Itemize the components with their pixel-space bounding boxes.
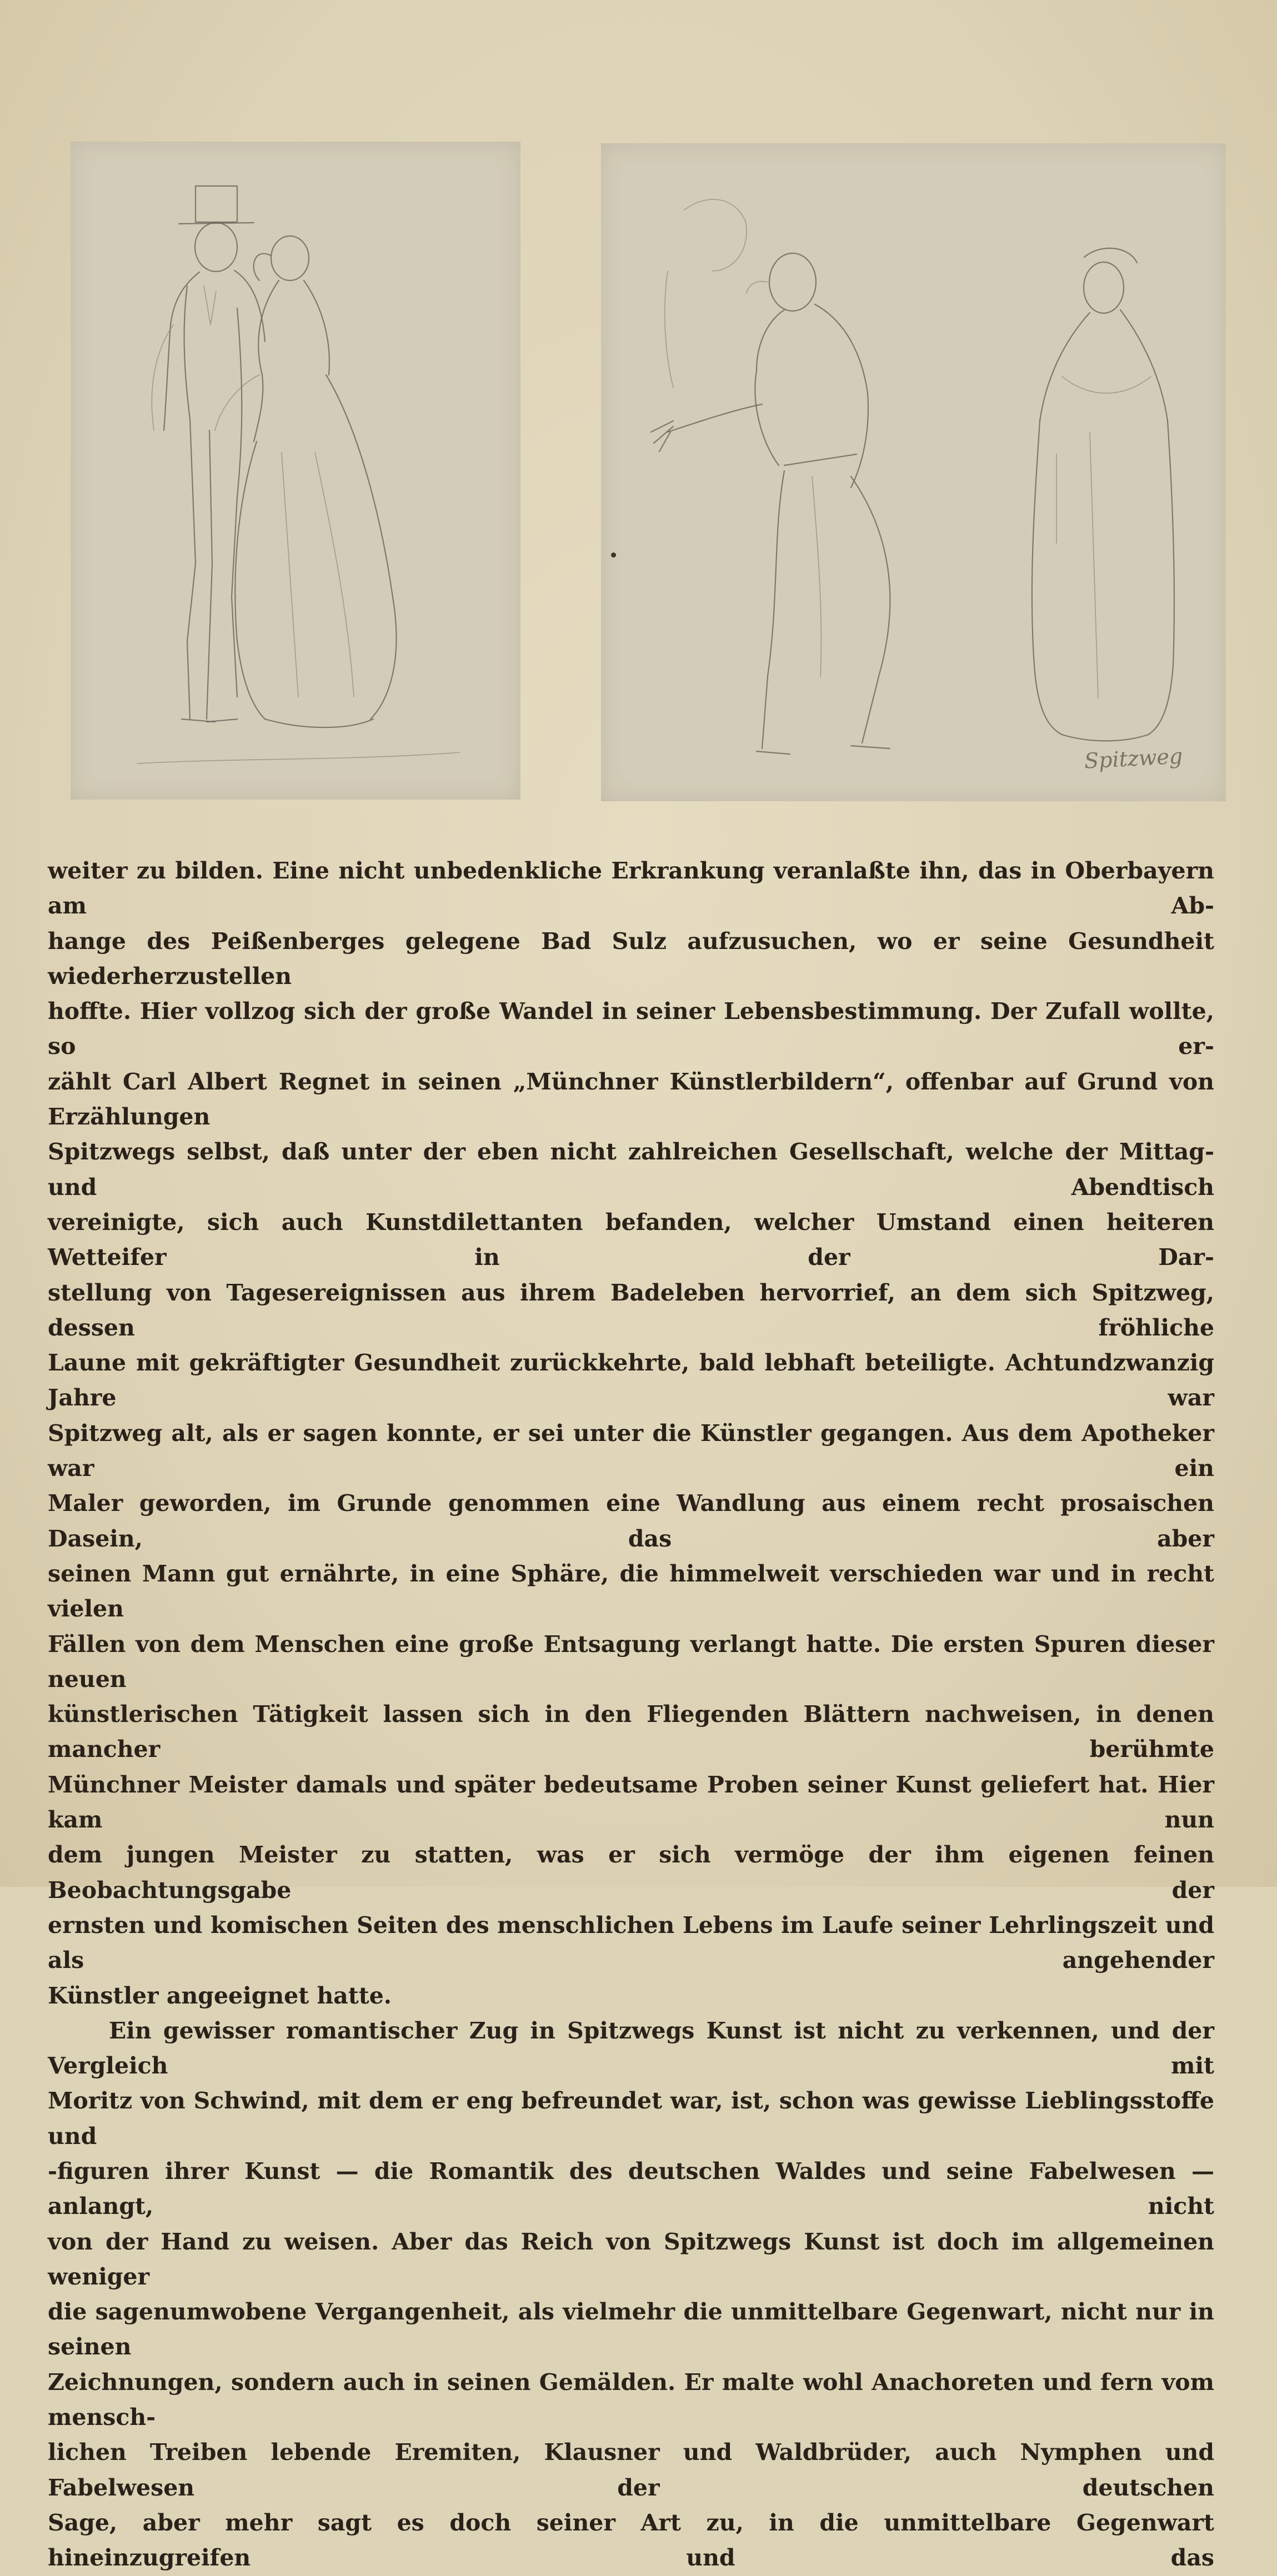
text-line: Laune mit gekräftigter Gesundheit zurückkehrte, bald lebhaft beteiligte. Achtundzwanzig Jahre war <box>48 1349 1214 1412</box>
text-line: weiter zu bilden. Eine nicht unbedenkliche Erkrankung veranlaßte ihn, das in Oberbayern am Ab- <box>48 857 1214 920</box>
text-line: hoffte. Hier vollzog sich der große Wandel in seiner Lebensbestimmung. Der Zufall wollte, so er- <box>48 998 1214 1060</box>
text-line: ernsten und komischen Seiten des menschlichen Lebens im Laufe seiner Lehrlingszeit und als angehender <box>48 1911 1214 1974</box>
text-line: Spitzwegs selbst, daß unter der eben nicht zahlreichen Gesellschaft, welche der Mittag- und Abendtisch <box>48 1138 1214 1201</box>
text-line: künstlerischen Tätigkeit lassen sich in den Fliegenden Blättern nachweisen, in denen mancher berühmte <box>48 1701 1214 1763</box>
paragraph-1 <box>48 853 1214 2013</box>
text-line: Maler geworden, im Grunde genommen eine Wandlung aus einem recht prosaischen Dasein, das aber <box>48 1490 1214 1552</box>
text-line: Spitzweg alt, als er sagen konnte, er sei unter die Künstler gegangen. Aus dem Apotheker war ein <box>48 1419 1214 1482</box>
body-text <box>48 853 1214 2576</box>
text-line: Sage, aber mehr sagt es doch seiner Art zu, in die unmittelbare Gegenwart hineinzugreifen und das <box>48 2509 1214 2572</box>
text-line: Fällen von dem Menschen eine große Entsagung verlangt hatte. Die ersten Spuren dieser neuen <box>48 1630 1214 1693</box>
text-line: stellung von Tagesereignissen aus ihrem Badeleben hervorrief, an dem sich Spitzweg, dessen fröhliche <box>48 1279 1214 1341</box>
sketch-man-and-woman-icon <box>601 143 1226 801</box>
paragraph-2 <box>48 2013 1214 2576</box>
illustration-couple-sketch <box>71 142 520 800</box>
text-line: Künstler angeeignet hatte. <box>48 1982 392 2009</box>
text-line: die sagenumwobene Vergangenheit, als vielmehr die unmittelbare Gegenwart, nicht nur in seinen <box>48 2298 1214 2361</box>
text-line: Münchner Meister damals und später bedeutsame Proben seiner Kunst geliefert hat. Hier kam nun <box>48 1771 1214 1834</box>
text-line: Moritz von Schwind, mit dem er eng befreundet war, ist, schon was gewisse Lieblingsstoffe und <box>48 2087 1214 2150</box>
text-line: von der Hand zu weisen. Aber das Reich von Spitzwegs Kunst ist doch im allgemeinen weniger <box>48 2228 1214 2290</box>
text-line: dem jungen Meister zu statten, was er sich vermöge der ihm eigenen feinen Beobachtungsgabe der <box>48 1841 1214 1904</box>
text-line: Ein gewisser romantischer Zug in Spitzwegs Kunst ist nicht zu verkennen, und der Vergleich mit <box>48 2017 1214 2080</box>
text-line: lichen Treiben lebende Eremiten, Klausner und Waldbrüder, auch Nymphen und Fabelwesen der deutschen <box>48 2439 1214 2501</box>
text-line: vereinigte, sich auch Kunstdilettanten befanden, welcher Umstand einen heiteren Wetteifer in der Dar- <box>48 1208 1214 1271</box>
artist-signature: Spitzweg <box>1083 744 1184 774</box>
text-line: Zeichnungen, sondern auch in seinen Gemälden. Er malte wohl Anachoreten und fern vom mensch- <box>48 2368 1214 2431</box>
illustration-man-and-woman-sketch <box>601 143 1226 801</box>
text-line: hange des Peißenberges gelegene Bad Sulz aufzusuchen, wo er seine Gesundheit wiederherzustellen <box>48 927 1214 990</box>
text-line: zählt Carl Albert Regnet in seinen „Münchner Künstlerbildern“, offenbar auf Grund von Erzählungen <box>48 1068 1214 1131</box>
sketch-couple-icon <box>71 142 520 800</box>
text-line: seinen Mann gut ernährte, in eine Sphäre, die himmelweit verschieden war und in recht vielen <box>48 1560 1214 1623</box>
text-line: -figuren ihrer Kunst — die Romantik des deutschen Waldes und seine Fabelwesen — anlangt, nicht <box>48 2157 1214 2220</box>
print-speck <box>611 553 616 558</box>
